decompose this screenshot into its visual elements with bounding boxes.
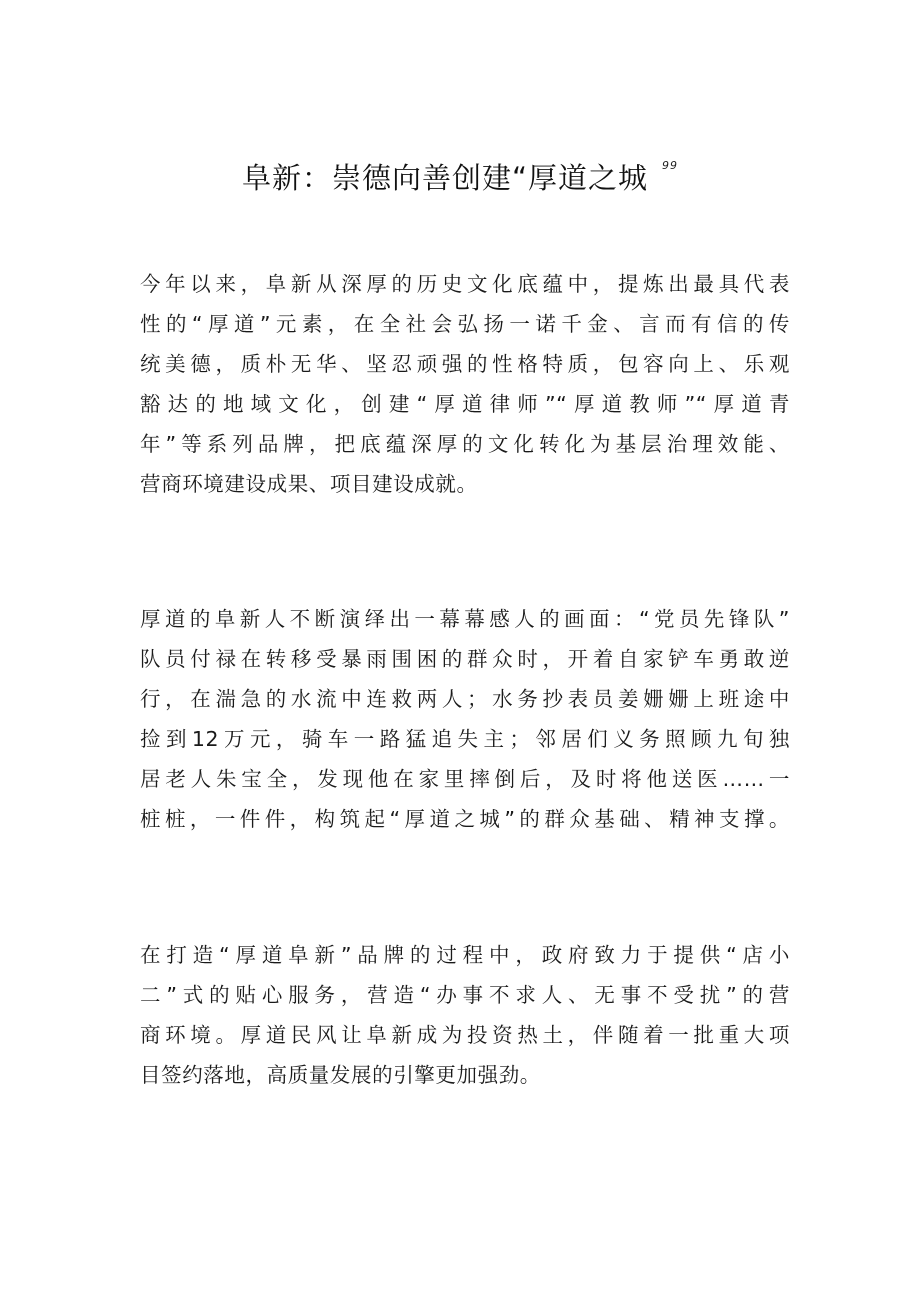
paragraph-line: 统美德，质朴无华、坚忍顽强的性格特质，包容向上、乐观 (140, 352, 790, 376)
paragraph-line: 二”式的贴心服务，营造“办事不求人、无事不受扰”的营 (140, 983, 790, 1007)
paragraph-line: 目签约落地，高质量发展的引擎更加强劲。 (140, 1063, 541, 1087)
paragraph-line: 豁达的地域文化，创建“厚道律师”“厚道教师”“厚道青 (140, 392, 790, 416)
paragraph-line: 队员付禄在转移受暴雨围困的群众时，开着自家铲车勇敢逆 (140, 647, 790, 671)
paragraph-1 (140, 264, 790, 504)
title-close-quote: 99 (662, 159, 679, 172)
paragraph-line: 商环境。厚道民风让阜新成为投资热土，伴随着一批重大项 (140, 1023, 790, 1047)
paragraph-line: 厚道的阜新人不断演绎出一幕幕感人的画面：“党员先锋队” (140, 607, 790, 631)
paragraph-line: 营商环境建设成果、项目建设成就。 (140, 472, 478, 496)
title-text: 阜新：崇德向善创建“厚道之城 (241, 161, 649, 195)
paragraph-line: 性的“厚道”元素，在全社会弘扬一诺千金、言而有信的传 (140, 312, 790, 336)
paragraph-3 (140, 935, 790, 1095)
paragraph-line: 桩桩，一件件，构筑起“厚道之城”的群众基础、精神支撑。 (140, 807, 790, 831)
paragraph-2 (140, 599, 790, 839)
paragraph-line: 捡到12万元，骑车一路猛追失主；邻居们义务照顾九旬独 (140, 727, 790, 751)
paragraph-line: 今年以来，阜新从深厚的历史文化底蕴中，提炼出最具代表 (140, 272, 790, 296)
document-title (0, 156, 920, 200)
paragraph-line: 居老人朱宝全，发现他在家里摔倒后，及时将他送医……一 (140, 767, 790, 791)
paragraph-line: 在打造“厚道阜新”品牌的过程中，政府致力于提供“店小 (140, 943, 790, 967)
paragraph-line: 年”等系列品牌，把底蕴深厚的文化转化为基层治理效能、 (140, 432, 790, 456)
paragraph-line: 行，在湍急的水流中连救两人；水务抄表员姜姗姗上班途中 (140, 687, 790, 711)
